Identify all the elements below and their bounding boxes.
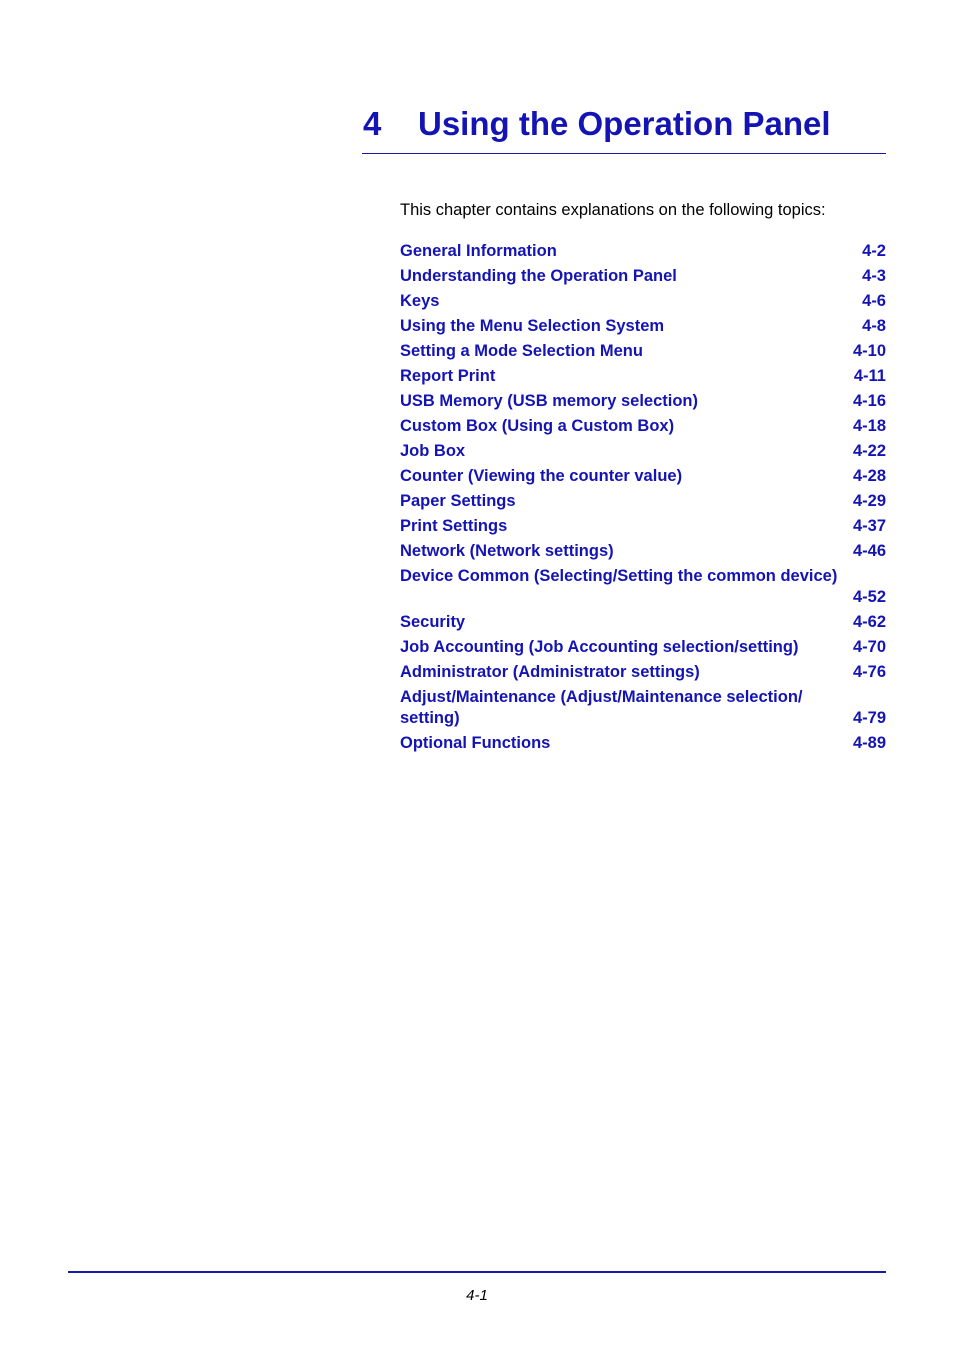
- toc-entry-page: 4-52: [852, 588, 886, 606]
- toc-entry-title: Print Settings: [400, 517, 508, 535]
- toc-entry-optional-functions[interactable]: [400, 733, 886, 754]
- toc-entry-understanding-operation-panel[interactable]: [400, 266, 886, 287]
- toc-entry-keys[interactable]: [400, 291, 886, 312]
- toc-entry-page: 4-79: [852, 709, 886, 727]
- toc-entry-page: 4-70: [852, 638, 886, 656]
- toc-entry-usb-memory[interactable]: [400, 391, 886, 412]
- toc-entry-page: 4-28: [852, 467, 886, 485]
- toc-entry-device-common[interactable]: [400, 566, 886, 608]
- footer-page-number: 4-1: [466, 1287, 488, 1304]
- toc-entry-page: 4-76: [852, 663, 886, 681]
- toc-entry-network[interactable]: [400, 541, 886, 562]
- table-of-contents: [400, 241, 886, 758]
- toc-entry-page: 4-62: [852, 613, 886, 631]
- toc-entry-general-information[interactable]: [400, 241, 886, 262]
- toc-entry-page: 4-3: [862, 267, 886, 285]
- toc-entry-page: 4-16: [852, 392, 886, 410]
- toc-entry-page: 4-37: [852, 517, 886, 535]
- intro-text: This chapter contains explanations on the following topics:: [400, 201, 826, 219]
- toc-entry-title: Paper Settings: [400, 492, 516, 510]
- toc-entry-title: Device Common (Selecting/Setting the common device): [400, 567, 838, 585]
- toc-entry-page: 4-6: [862, 292, 886, 310]
- toc-entry-job-box[interactable]: [400, 441, 886, 462]
- chapter-title: Using the Operation Panel: [418, 105, 831, 142]
- toc-entry-title: General Information: [400, 242, 557, 260]
- toc-entry-job-accounting[interactable]: [400, 637, 886, 658]
- toc-entry-page: 4-18: [852, 417, 886, 435]
- toc-entry-page: 4-2: [862, 242, 886, 260]
- footer-divider: [68, 1271, 886, 1273]
- toc-entry-print-settings[interactable]: [400, 516, 886, 537]
- toc-entry-title: Custom Box (Using a Custom Box): [400, 417, 675, 435]
- toc-entry-report-print[interactable]: [400, 366, 886, 387]
- toc-entry-page: 4-46: [852, 542, 886, 560]
- toc-entry-title: Network (Network settings): [400, 542, 614, 560]
- toc-entry-counter[interactable]: [400, 466, 886, 487]
- toc-entry-custom-box[interactable]: [400, 416, 886, 437]
- toc-entry-title: Report Print: [400, 367, 496, 385]
- toc-entry-adjust-maintenance[interactable]: [400, 687, 886, 729]
- toc-entry-page: 4-22: [852, 442, 886, 460]
- toc-entry-title: Setting a Mode Selection Menu: [400, 342, 643, 360]
- toc-entry-title: Optional Functions: [400, 734, 551, 752]
- toc-entry-page: 4-29: [852, 492, 886, 510]
- toc-entry-page: 4-10: [852, 342, 886, 360]
- toc-entry-menu-selection-system[interactable]: [400, 316, 886, 337]
- chapter-number: 4: [363, 105, 382, 142]
- toc-entry-title: Keys: [400, 292, 440, 310]
- toc-entry-title: Job Accounting (Job Accounting selection/setting): [400, 638, 799, 656]
- toc-entry-paper-settings[interactable]: [400, 491, 886, 512]
- chapter-heading: [362, 104, 886, 154]
- toc-entry-security[interactable]: [400, 612, 886, 633]
- toc-entry-page: 4-8: [862, 317, 886, 335]
- toc-entry-title: Adjust/Maintenance (Adjust/Maintenance selection/ setting): [400, 688, 803, 727]
- toc-entry-title: USB Memory (USB memory selection): [400, 392, 698, 410]
- toc-entry-title: Security: [400, 613, 466, 631]
- toc-entry-mode-selection-menu[interactable]: [400, 341, 886, 362]
- toc-entry-title: Administrator (Administrator settings): [400, 663, 700, 681]
- toc-entry-page: 4-11: [853, 367, 886, 385]
- toc-entry-title: Using the Menu Selection System: [400, 317, 665, 335]
- toc-entry-title: Counter (Viewing the counter value): [400, 467, 683, 485]
- toc-entry-page: 4-89: [852, 734, 886, 752]
- toc-entry-title: Understanding the Operation Panel: [400, 267, 677, 285]
- toc-entry-administrator[interactable]: [400, 662, 886, 683]
- toc-entry-title: Job Box: [400, 442, 466, 460]
